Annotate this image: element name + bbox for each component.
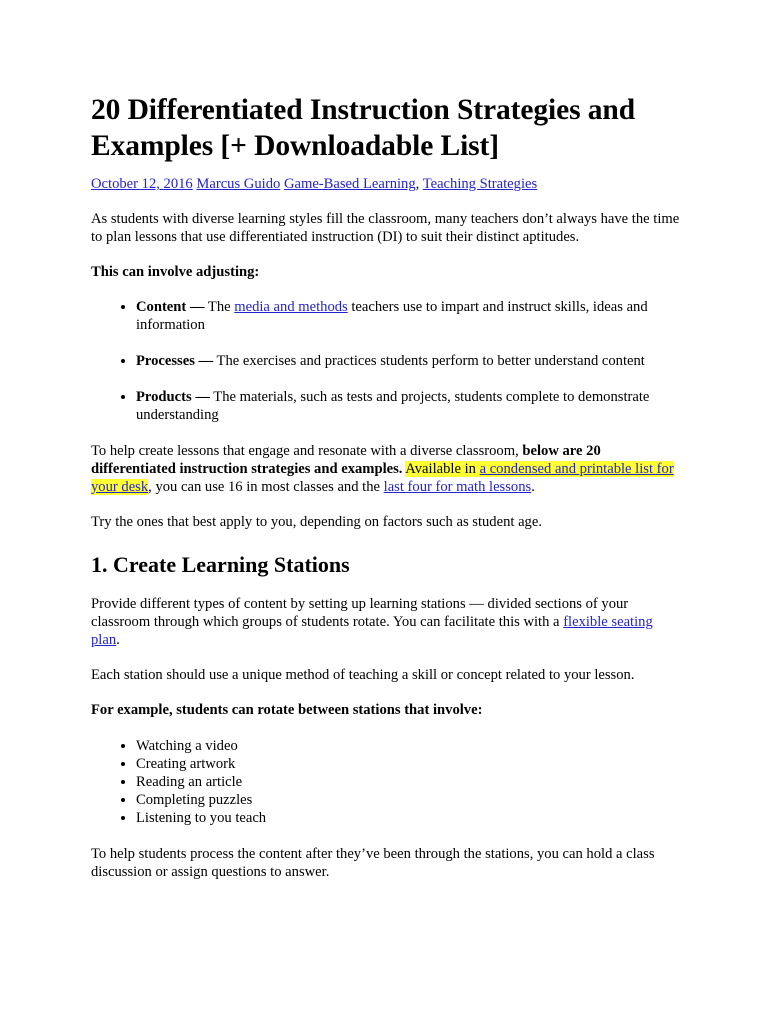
products-text: The materials, such as tests and projects, students complete to demonstrate understanding [136, 389, 650, 423]
section-heading-learning-stations: 1. Create Learning Stations [91, 552, 350, 577]
stations-list [91, 737, 688, 827]
help-paragraph [91, 442, 681, 496]
help-bold-text: below are 20 differentiated instruction strategies and examples. [91, 443, 601, 477]
highlight-prefix: Available in [405, 461, 480, 477]
process-paragraph: To help students process the content after they’ve been through the stations, you can hold a class discussion or assign questions to answer. [91, 846, 655, 880]
content-text-post: teachers use to impart and instruct skills, ideas and information [136, 299, 648, 333]
list-item-products [136, 388, 676, 424]
provide-end: . [116, 632, 120, 648]
intro-paragraph: As students with diverse learning styles fill the classroom, many teachers don’t always have the time to plan lessons that use differentiated instruction (DI) to suit their distinct aptitudes. [91, 211, 680, 245]
adjusting-list [91, 298, 688, 424]
math-lessons-link[interactable]: last four for math lessons [383, 479, 532, 495]
list-item: • Creating artwork [136, 755, 688, 773]
category-link-game-based-learning[interactable]: Game-Based Learning [283, 176, 416, 192]
try-paragraph: Try the ones that best apply to you, depending on factors such as student age. [91, 514, 542, 530]
for-example-heading: For example, students can rotate between stations that involve: [91, 702, 483, 718]
printable-list-link[interactable]: a condensed and printable list for your desk [91, 461, 674, 495]
date-link[interactable]: October 12, 2016 [91, 176, 193, 192]
products-term: Products — [136, 389, 210, 405]
list-item: • Listening to you teach [136, 809, 688, 827]
flexible-seating-plan-link[interactable]: flexible seating plan [91, 614, 653, 648]
adjusting-heading: This can involve adjusting: [91, 264, 260, 280]
help-text-end: . [531, 479, 535, 495]
media-and-methods-link[interactable]: media and methods [234, 299, 348, 315]
list-item: • Reading an article [136, 773, 688, 791]
category-separator: , [415, 176, 420, 192]
category-link-teaching-strategies[interactable]: Teaching Strategies [422, 176, 538, 192]
article-meta [91, 175, 688, 193]
help-text-mid: , you can use 16 in most classes and the [148, 479, 384, 495]
each-station-paragraph: Each station should use a unique method of teaching a skill or concept related to your lesson. [91, 667, 635, 683]
list-item: • Watching a video [136, 737, 688, 755]
provide-text: Provide different types of content by setting up learning stations — divided sections of your classroom through which groups of students rotate. You can facilitate this with a [91, 596, 629, 630]
content-term: Content — [136, 299, 205, 315]
author-link[interactable]: Marcus Guido [196, 176, 281, 192]
list-item: • Completing puzzles [136, 791, 688, 809]
provide-paragraph [91, 595, 681, 649]
processes-text: The exercises and practices students perform to better understand content [213, 353, 645, 369]
article-title: 20 Differentiated Instruction Strategies and Examples [+ Downloadable List] [91, 94, 636, 162]
help-text-pre: To help create lessons that engage and resonate with a diverse classroom, [91, 443, 523, 459]
list-item-processes [136, 352, 676, 370]
content-text-pre: The [204, 299, 235, 315]
processes-term: Processes — [136, 353, 214, 369]
list-item-content [136, 298, 676, 334]
